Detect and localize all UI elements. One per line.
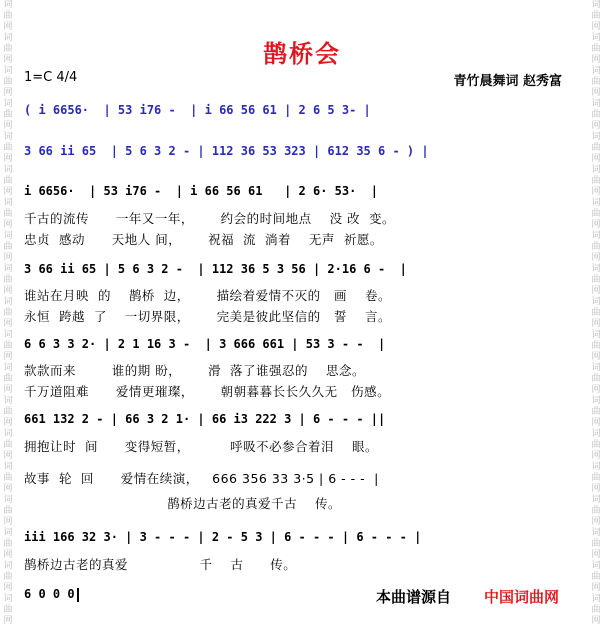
watermark-char: 网 — [3, 88, 13, 98]
watermark-char: 网 — [3, 220, 13, 230]
final-barline — [77, 588, 79, 602]
watermark-char: 曲 — [591, 605, 601, 615]
watermark-char: 网 — [591, 22, 601, 32]
watermark-char: 曲 — [591, 11, 601, 21]
watermark-char: 曲 — [3, 506, 13, 516]
watermark-char: 曲 — [591, 407, 601, 417]
song-credits: 青竹晨舞词 赵秀富 — [453, 74, 562, 89]
watermark-char: 曲 — [3, 209, 13, 219]
watermark-char: 词 — [3, 330, 13, 340]
watermark-char: 曲 — [591, 176, 601, 186]
watermark-char: 网 — [591, 583, 601, 593]
watermark-char: 曲 — [591, 341, 601, 351]
watermark-char: 词 — [3, 198, 13, 208]
watermark-char: 曲 — [591, 44, 601, 54]
watermark-char: 词 — [591, 33, 601, 43]
watermark-char: 词 — [591, 132, 601, 142]
watermark-char: 曲 — [3, 539, 13, 549]
watermark-char: 词 — [3, 561, 13, 571]
watermark-char: 词 — [591, 0, 601, 10]
key-signature: 1=C 4/4 — [24, 70, 78, 85]
watermark-char: 网 — [3, 286, 13, 296]
watermark-char: 曲 — [3, 473, 13, 483]
watermark-char: 网 — [591, 385, 601, 395]
watermark-char: 网 — [3, 154, 13, 164]
watermark-char: 网 — [3, 187, 13, 197]
watermark-char: 网 — [591, 88, 601, 98]
watermark-char: 曲 — [591, 275, 601, 285]
watermark-char: 词 — [3, 0, 13, 10]
stanza-3-lyric-2: 千万道阻难 爱情更璀璨， 朝朝暮暮长长久久无 伤感。 — [24, 384, 391, 399]
watermark-char: 曲 — [3, 407, 13, 417]
stanza-1-lyric-2: 忠贞 感动 天地人 间， 祝福 流 淌着 无声 祈愿。 — [24, 232, 383, 247]
watermark-char: 曲 — [3, 176, 13, 186]
source-label: 本曲谱源自 — [376, 588, 452, 606]
song-title: 鹊桥会 — [263, 40, 341, 68]
watermark-char: 曲 — [3, 572, 13, 582]
watermark-char: 曲 — [591, 374, 601, 384]
watermark-char: 网 — [3, 484, 13, 494]
watermark-char: 词 — [3, 297, 13, 307]
watermark-char: 网 — [591, 154, 601, 164]
stanza-5-line-2: 鹊桥边古老的真爱千古 传。 — [24, 496, 342, 511]
stanza-2-lyric-2: 永恒 跨越 了 一切界限， 完美是彼此坚信的 誓 言。 — [24, 309, 391, 324]
watermark-char: 网 — [3, 517, 13, 527]
watermark-char: 曲 — [591, 506, 601, 516]
watermark-char: 曲 — [3, 605, 13, 615]
watermark-char: 曲 — [3, 143, 13, 153]
watermark-char: 词 — [3, 396, 13, 406]
watermark-char: 网 — [591, 352, 601, 362]
watermark-char: 曲 — [3, 77, 13, 87]
watermark-char: 词 — [591, 264, 601, 274]
watermark-char: 词 — [591, 462, 601, 472]
watermark-char: 网 — [591, 121, 601, 131]
watermark-char: 词 — [3, 33, 13, 43]
watermark-char: 曲 — [591, 539, 601, 549]
watermark-char: 网 — [591, 220, 601, 230]
stanza-5-line-1: 故事 轮 回 爱情在续演， 666 356 33 3·5 | 6 - - - | — [24, 471, 379, 486]
watermark-char: 词 — [3, 231, 13, 241]
watermark-char: 词 — [3, 132, 13, 142]
watermark-char: 词 — [3, 264, 13, 274]
watermark-char: 曲 — [591, 440, 601, 450]
watermark-char: 网 — [3, 121, 13, 131]
ending-notes — [24, 587, 560, 602]
watermark-char: 网 — [591, 187, 601, 197]
watermark-char: 曲 — [3, 110, 13, 120]
watermark-char: 网 — [3, 22, 13, 32]
watermark-char: 词 — [3, 594, 13, 604]
watermark-char: 词 — [591, 231, 601, 241]
source-site[interactable]: 中国词曲网 — [484, 588, 560, 606]
watermark-char: 网 — [3, 550, 13, 560]
ending-notes-text: 6 0 0 0 — [24, 587, 75, 601]
watermark-char: 曲 — [591, 209, 601, 219]
watermark-char: 词 — [3, 66, 13, 76]
watermark-char: 词 — [591, 429, 601, 439]
watermark-char: 词 — [591, 561, 601, 571]
watermark-char: 曲 — [591, 143, 601, 153]
watermark-char: 词 — [591, 528, 601, 538]
watermark-char: 词 — [591, 198, 601, 208]
watermark-char: 曲 — [3, 275, 13, 285]
left-watermark-strip — [1, 0, 15, 634]
stanza-3-notes: 6 6 3 3 2· | 2 1 16 3 - | 3 666 661 | 53 3 - - | — [24, 337, 386, 351]
watermark-char: 曲 — [3, 242, 13, 252]
watermark-char: 曲 — [591, 572, 601, 582]
watermark-char: 网 — [3, 352, 13, 362]
watermark-char: 网 — [591, 550, 601, 560]
watermark-char: 词 — [3, 462, 13, 472]
watermark-char: 词 — [3, 528, 13, 538]
watermark-char: 词 — [591, 330, 601, 340]
watermark-char: 词 — [591, 165, 601, 175]
watermark-char: 网 — [591, 451, 601, 461]
stanza-2-lyric-1: 谁站在月映 的 鹊桥 边， 描绘着爱情不灭的 画 卷。 — [24, 288, 391, 303]
watermark-char: 词 — [591, 495, 601, 505]
watermark-char: 曲 — [3, 374, 13, 384]
watermark-char: 曲 — [3, 11, 13, 21]
watermark-char: 网 — [591, 55, 601, 65]
watermark-char: 曲 — [591, 77, 601, 87]
watermark-char: 曲 — [591, 242, 601, 252]
watermark-char: 网 — [591, 517, 601, 527]
watermark-char: 网 — [591, 484, 601, 494]
watermark-char: 词 — [591, 297, 601, 307]
stanza-3-lyric-1: 款款而来 谁的期 盼， 滑 落了谁强忍的 思念。 — [24, 363, 365, 378]
watermark-char: 词 — [591, 363, 601, 373]
watermark-char: 词 — [591, 99, 601, 109]
watermark-char: 网 — [3, 385, 13, 395]
right-watermark-strip — [589, 0, 603, 634]
watermark-char: 词 — [3, 165, 13, 175]
watermark-char: 网 — [591, 319, 601, 329]
watermark-char: 曲 — [591, 473, 601, 483]
stanza-2-notes: 3 66 ii 65 | 5 6 3 2 - | 112 36 5 3 56 | 2·16 6 - | — [24, 262, 407, 276]
watermark-char: 网 — [3, 418, 13, 428]
watermark-char: 曲 — [591, 308, 601, 318]
watermark-char: 网 — [591, 616, 601, 626]
watermark-char: 网 — [591, 418, 601, 428]
watermark-char: 词 — [591, 66, 601, 76]
stanza-1-notes: i 6656· | 53 i76 - | i 66 56 61 | 2 6· 53· | — [24, 184, 379, 198]
watermark-char: 词 — [591, 594, 601, 604]
watermark-char: 词 — [3, 495, 13, 505]
watermark-char: 词 — [591, 396, 601, 406]
watermark-char: 曲 — [3, 44, 13, 54]
watermark-char: 词 — [3, 99, 13, 109]
stanza-4-notes: 661 132 2 - | 66 3 2 1· | 66 i3 222 3 | 6 - - - || — [24, 412, 386, 426]
stanza-6-notes: iii 166 32 3· | 3 - - - | 2 - 5 3 | 6 - - - | 6 - - - | — [24, 530, 422, 544]
watermark-char: 曲 — [591, 110, 601, 120]
watermark-char: 网 — [3, 55, 13, 65]
watermark-char: 网 — [3, 319, 13, 329]
watermark-char: 曲 — [3, 341, 13, 351]
intro-line-1: ( i 6656· | 53 i76 - | i 66 56 61 | 2 6 5 3- | — [24, 103, 371, 117]
stanza-6-lyric-1: 鹊桥边古老的真爱 千 古 传。 — [24, 557, 297, 572]
watermark-char: 网 — [591, 286, 601, 296]
watermark-char: 网 — [3, 253, 13, 263]
intro-line-2: 3 66 ii 65 | 5 6 3 2 - | 112 36 53 323 | 612 35 6 - ) | — [24, 144, 429, 158]
watermark-char: 网 — [3, 451, 13, 461]
watermark-char: 曲 — [3, 308, 13, 318]
watermark-char: 网 — [591, 253, 601, 263]
watermark-char: 网 — [3, 616, 13, 626]
stanza-4-lyric-1: 拥抱让时 间 变得短暂， 呼吸不必参合着泪 眼。 — [24, 439, 378, 454]
watermark-char: 词 — [3, 363, 13, 373]
watermark-char: 网 — [3, 583, 13, 593]
watermark-char: 词 — [3, 429, 13, 439]
watermark-char: 曲 — [3, 440, 13, 450]
stanza-1-lyric-1: 千古的流传 一年又一年， 约会的时间地点 没 改 变。 — [24, 211, 395, 226]
